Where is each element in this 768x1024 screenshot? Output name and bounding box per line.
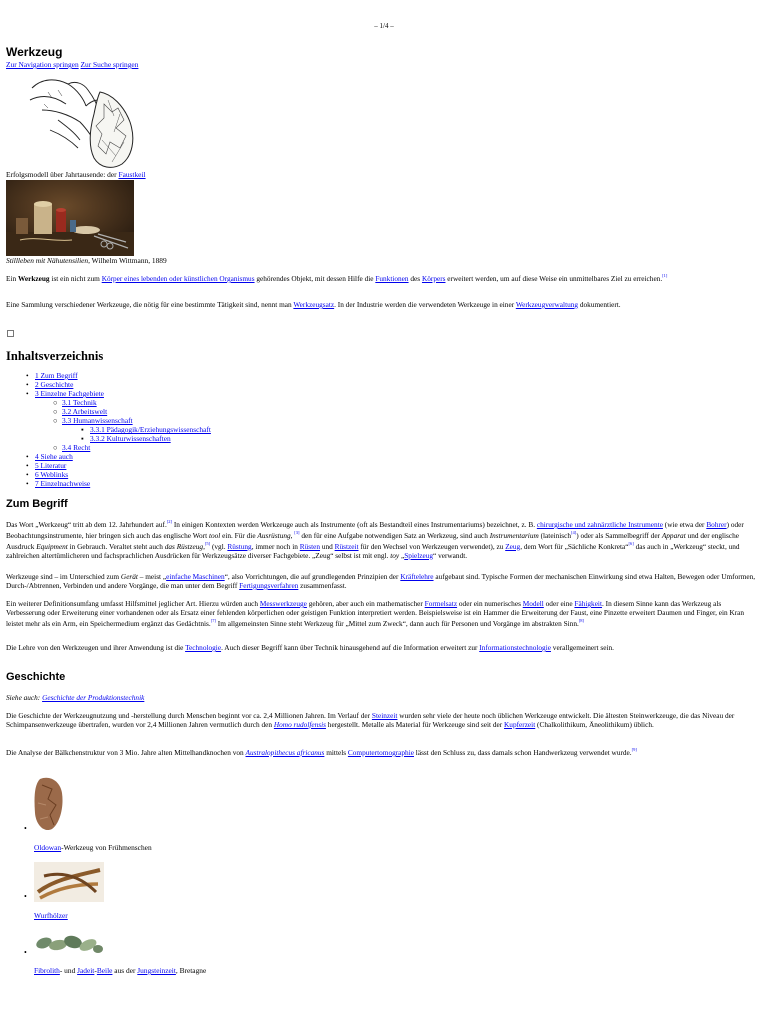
- hand-axe-sketch-image[interactable]: [28, 70, 138, 170]
- gallery-image-oldowan[interactable]: [34, 775, 64, 833]
- circle-bullet-icon: ○: [53, 416, 58, 426]
- bullet-icon: •: [26, 479, 29, 489]
- footnote-ref[interactable]: [7]: [210, 617, 216, 623]
- toc-link[interactable]: 3.4 Recht: [62, 443, 91, 453]
- toc-link[interactable]: 4 Siehe auch: [35, 452, 73, 462]
- toc-sublist: [81, 425, 211, 444]
- toc-link[interactable]: 5 Literatur: [35, 461, 67, 471]
- circle-bullet-icon: ○: [53, 407, 58, 417]
- toc-item: [26, 389, 211, 453]
- inline-link[interactable]: Zeug: [505, 541, 521, 551]
- footnote-ref[interactable]: [6]: [628, 540, 634, 546]
- intro-paragraph-1: Ein Werkzeug ist ein nicht zum Körper eines lebenden oder künstlichen Organismus gehörendes Objekt, mit dessen Hilfe die Funktionen des Körpers erweitert werden, um auf diese Weise ein unmittelbares Ziel zu erreichen.[1]: [6, 273, 668, 283]
- footnote-ref[interactable]: [8]: [578, 617, 585, 623]
- bullet-icon: •: [26, 371, 29, 380]
- gallery-caption-oldowan: Oldowan-Werkzeug von Frühmenschen: [34, 843, 152, 852]
- beile-link[interactable]: Beile: [96, 966, 113, 975]
- inline-link[interactable]: Homo rudolfensis: [273, 719, 326, 729]
- faustkeil-link[interactable]: Faustkeil: [118, 170, 146, 179]
- wurfhoelzer-link[interactable]: Wurfhölzer: [34, 911, 68, 920]
- gallery-image-wurfhoelzer[interactable]: [34, 862, 104, 904]
- inline-link[interactable]: Rüstung: [227, 541, 252, 551]
- begriff-paragraph-2: Werkzeuge sind – im Unterschied zum Gerät – meist „einfache Maschinen“, also Vorrichtungen, die auf grundlegenden Prinzipien der Kräftelehre aufgebaut sind. Typische Formen der mechanischen Einwirkung sind etwa Halten, Bewegen oder Umformen, Durch-/Abtrennen, Verbinden und andere Vorgänge, die man unter dem Begriff Fertigungsverfahren zusammenfasst.: [6, 572, 756, 590]
- bullet-icon: •: [26, 452, 29, 462]
- toc-link[interactable]: 3.3 Humanwissenschaft: [62, 416, 133, 426]
- figure-caption-hand-axe: Erfolgsmodell über Jahrtausende: der Faustkeil: [6, 170, 146, 179]
- toc-sublist: [53, 398, 211, 453]
- geschichte-paragraph-1: Die Geschichte der Werkzeugnutzung und -herstellung durch Menschen beginnt vor ca. 2,4 Millionen Jahren. Im Verlauf der Steinzeit wurden sehr viele der heute noch üblichen Werkzeuge entwickelt. Die ältesten Steinwerkzeuge, die das Niveau der Schimpansenwerkzeuge übertrafen, wurden vor 2,4 Millionen Jahren vermutlich durch den Homo rudolfensis hergestellt. Metalle als Material für Werkzeuge sind seit der Kupferzeit (Chalkolithikum, Äneolithikum) üblich.: [6, 711, 735, 729]
- begriff-paragraph-4: Die Lehre von den Werkzeugen und ihrer Anwendung ist die Technologie. Auch dieser Begriff kann über Technik hinausgehend auf die Information erweitert zur Informationstechnologie verallgemeinert sein.: [6, 643, 614, 652]
- toc-title: Inhaltsverzeichnis: [6, 349, 104, 363]
- square-bullet-icon: ▪: [81, 425, 84, 435]
- page-number: – 1/4 –: [374, 22, 394, 30]
- inline-link[interactable]: Rüstzeit: [334, 541, 359, 551]
- inline-link[interactable]: einfache Maschinen: [166, 572, 225, 581]
- inline-link[interactable]: Formelsatz: [424, 599, 458, 608]
- funktionen-link[interactable]: Funktionen: [375, 274, 409, 283]
- inline-link[interactable]: Kräftelehre: [400, 572, 434, 581]
- toc-item: [53, 398, 211, 408]
- toc-link[interactable]: 3.3.2 Kulturwissenschaften: [90, 434, 171, 444]
- toc-link[interactable]: 1 Zum Begriff: [35, 371, 78, 380]
- toc-link[interactable]: 6 Weblinks: [35, 470, 69, 480]
- footnote-ref[interactable]: [5]: [204, 540, 211, 546]
- intro-paragraph-2: Eine Sammlung verschiedener Werkzeuge, die nötig für eine bestimmte Tätigkeit sind, nennt man Werkzeugsatz. In der Industrie werden die verwendeten Werkzeuge in einer Werkzeugverwaltung dokumentiert.: [6, 300, 621, 309]
- gallery-caption-beile: Fibrolith- und Jadeit-Beile aus der Jungsteinzeit, Bretagne: [34, 966, 207, 975]
- toc-item: [26, 470, 211, 480]
- inline-link[interactable]: Computertomographie: [347, 748, 414, 757]
- toc-item: [26, 479, 211, 489]
- inline-link[interactable]: Spielzeug: [404, 550, 434, 560]
- toc-toggle-checkbox[interactable]: [7, 330, 14, 337]
- koerpers-link[interactable]: Körpers: [421, 274, 446, 283]
- figure-caption-still-life: Stillleben mit Nähutensilien, Wilhelm Wittmann, 1889: [6, 256, 167, 265]
- inline-link[interactable]: Fähigkeit: [574, 599, 602, 608]
- werkzeugsatz-link[interactable]: Werkzeugsatz: [293, 300, 335, 309]
- inline-link[interactable]: chirurgische und zahnärztliche Instrumente: [536, 520, 663, 529]
- inline-link[interactable]: Rüsten: [299, 541, 321, 551]
- inline-link[interactable]: Informationstechnologie: [479, 643, 551, 652]
- section-heading-geschichte: Geschichte: [6, 671, 66, 683]
- inline-link[interactable]: Fertigungsverfahren: [239, 580, 299, 590]
- bullet-icon: •: [26, 389, 29, 399]
- gallery-bullet-icon: •: [24, 948, 27, 957]
- inline-link[interactable]: Australopithecus africanus: [245, 748, 325, 757]
- jump-to-search-link[interactable]: Zur Suche springen: [80, 60, 139, 69]
- jungsteinzeit-link[interactable]: Jungsteinzeit: [137, 966, 176, 975]
- geschichte-paragraph-2: Die Analyse der Bälkchenstruktur von 3 Mio. Jahre alten Mittelhandknochen von Australopithecus africanus mittels Computertomographie lässt den Schluss zu, dass damals schon Handwerkzeug verwendet wurde.[9]: [6, 747, 637, 757]
- koerper-organismus-link[interactable]: Körper eines lebenden oder künstlichen Organismus: [101, 274, 255, 283]
- werkzeugverwaltung-link[interactable]: Werkzeugverwaltung: [515, 300, 579, 309]
- bullet-icon: •: [26, 380, 29, 390]
- inline-link[interactable]: Modell: [522, 599, 544, 608]
- square-bullet-icon: ▪: [81, 434, 84, 444]
- begriff-paragraph-3: Ein weiterer Definitionsumfang umfasst Hilfsmittel jeglicher Art. Hierzu würden auch Messwerkzeuge gehören, aber auch ein mathematischer Formelsatz oder ein numerisches Modell oder eine Fähigkeit. In diesem Sinne kann das Werkzeug als Verbesserung oder Erweiterung einer vorhandenen oder als Ersatz einer fehlenden körperlichen oder geistigen Funktion interpretiert werden. Beispielsweise ist ein Hammer die Erweiterung der Faust, eine Pinzette erweitert Daumen und Finger, ein Kran leistet mehr als ein Arm, ein Speichermedium ergänzt das Gedächtnis.[7] Im allgemeinsten Sinne steht Werkzeug für „Mittel zum Zweck“, dann auch für Personen und Vorgänge im abstrakten Sinn.[8]: [6, 599, 745, 628]
- gallery-bullet-icon: •: [24, 892, 27, 901]
- inline-link[interactable]: Steinzeit: [371, 711, 398, 720]
- section-heading-begriff: Zum Begriff: [6, 498, 68, 510]
- fibrolith-link[interactable]: Fibrolith: [34, 966, 60, 975]
- toc-item: [26, 452, 211, 462]
- jadeit-link[interactable]: Jadeit: [77, 966, 95, 975]
- toc-link[interactable]: 2 Geschichte: [35, 380, 74, 390]
- see-also-note: Siehe auch: Geschichte der Produktionstechnik: [6, 693, 145, 702]
- table-of-contents: [26, 371, 211, 489]
- toc-item: [81, 434, 211, 444]
- gallery-caption-wurfhoelzer: [34, 911, 68, 920]
- toc-link[interactable]: 3.2 Arbeitswelt: [62, 407, 108, 417]
- gallery-image-beile[interactable]: [34, 929, 104, 961]
- footnote-ref[interactable]: [3]: [294, 529, 300, 535]
- gallery-bullet-icon: •: [24, 824, 27, 833]
- inline-link[interactable]: Kupferzeit: [504, 719, 536, 729]
- toc-item: [53, 407, 211, 417]
- toc-link[interactable]: 7 Einzelnachweise: [35, 479, 91, 489]
- still-life-painting-image[interactable]: [6, 180, 134, 256]
- bullet-icon: •: [26, 470, 29, 480]
- inline-link[interactable]: Technologie: [185, 643, 222, 652]
- toc-link[interactable]: 3 Einzelne Fachgebiete: [35, 389, 104, 399]
- page-title: Werkzeug: [6, 45, 63, 59]
- footnote-ref[interactable]: [2]: [166, 519, 173, 524]
- circle-bullet-icon: ○: [53, 398, 58, 408]
- toc-item: [53, 416, 211, 444]
- inline-link[interactable]: Bohrer: [706, 520, 727, 529]
- toc-item: [81, 425, 211, 435]
- toc-item: [26, 371, 211, 380]
- toc-link[interactable]: 3.1 Technik: [62, 398, 97, 408]
- toc-item: [53, 443, 211, 453]
- inline-link[interactable]: Messwerkzeuge: [259, 599, 307, 608]
- footnote-ref[interactable]: [9]: [631, 747, 637, 752]
- produktionstechnik-link[interactable]: Geschichte der Produktionstechnik: [42, 693, 145, 702]
- begriff-paragraph-1: Das Wort „Werkzeug“ tritt ab dem 12. Jahrhundert auf.[2] In einigen Kontexten werden Werkzeuge auch als Instrumente (oft als Bestandteil eines Instrumentariums) bezeichnet, z. B. chirurgische und zahnärztliche Instrumente (wie etwa der Bohrer) oder Beobachtungsinstrumente, hier bringen sich auch das englische Wort tool ein. Für die Ausrüstung, [3] den für eine Aufgabe notwendigen Satz an Werkzeug, sind auch Instrumentarium (lateinisch[4]) oder als Sammelbegriff der Apparat und der englische Ausdruck Equipment in Gebrauch. Veraltet steht auch das Rüstzeug,[5] (vgl. Rüstung, immer noch in Rüsten und Rüstzeit für den Wechsel von Werkzeugen verwendet), zu Zeug, dem Wort für „Sächliche Konkreta“[6] das auch in „Werkzeug“ steckt, und zahlreichen altertümlicheren und fachsprachlichen Ausdrücken für Werkzeugsätze diverser Fachgebiete. „Zeug“ selbst ist mit engl. toy „Spielzeug“ verwandt.: [6, 519, 744, 560]
- footnote-ref[interactable]: [1]: [662, 273, 668, 278]
- toc-link[interactable]: 3.3.1 Pädagogik/Erziehungswissenschaft: [90, 425, 211, 435]
- toc-item: [26, 461, 211, 471]
- circle-bullet-icon: ○: [53, 443, 58, 453]
- oldowan-link[interactable]: Oldowan: [34, 843, 62, 852]
- jump-links: [6, 60, 138, 69]
- bullet-icon: •: [26, 461, 29, 471]
- toc-item: [26, 380, 211, 390]
- jump-to-navigation-link[interactable]: Zur Navigation springen: [6, 60, 79, 69]
- footnote-ref[interactable]: [4]: [570, 529, 577, 535]
